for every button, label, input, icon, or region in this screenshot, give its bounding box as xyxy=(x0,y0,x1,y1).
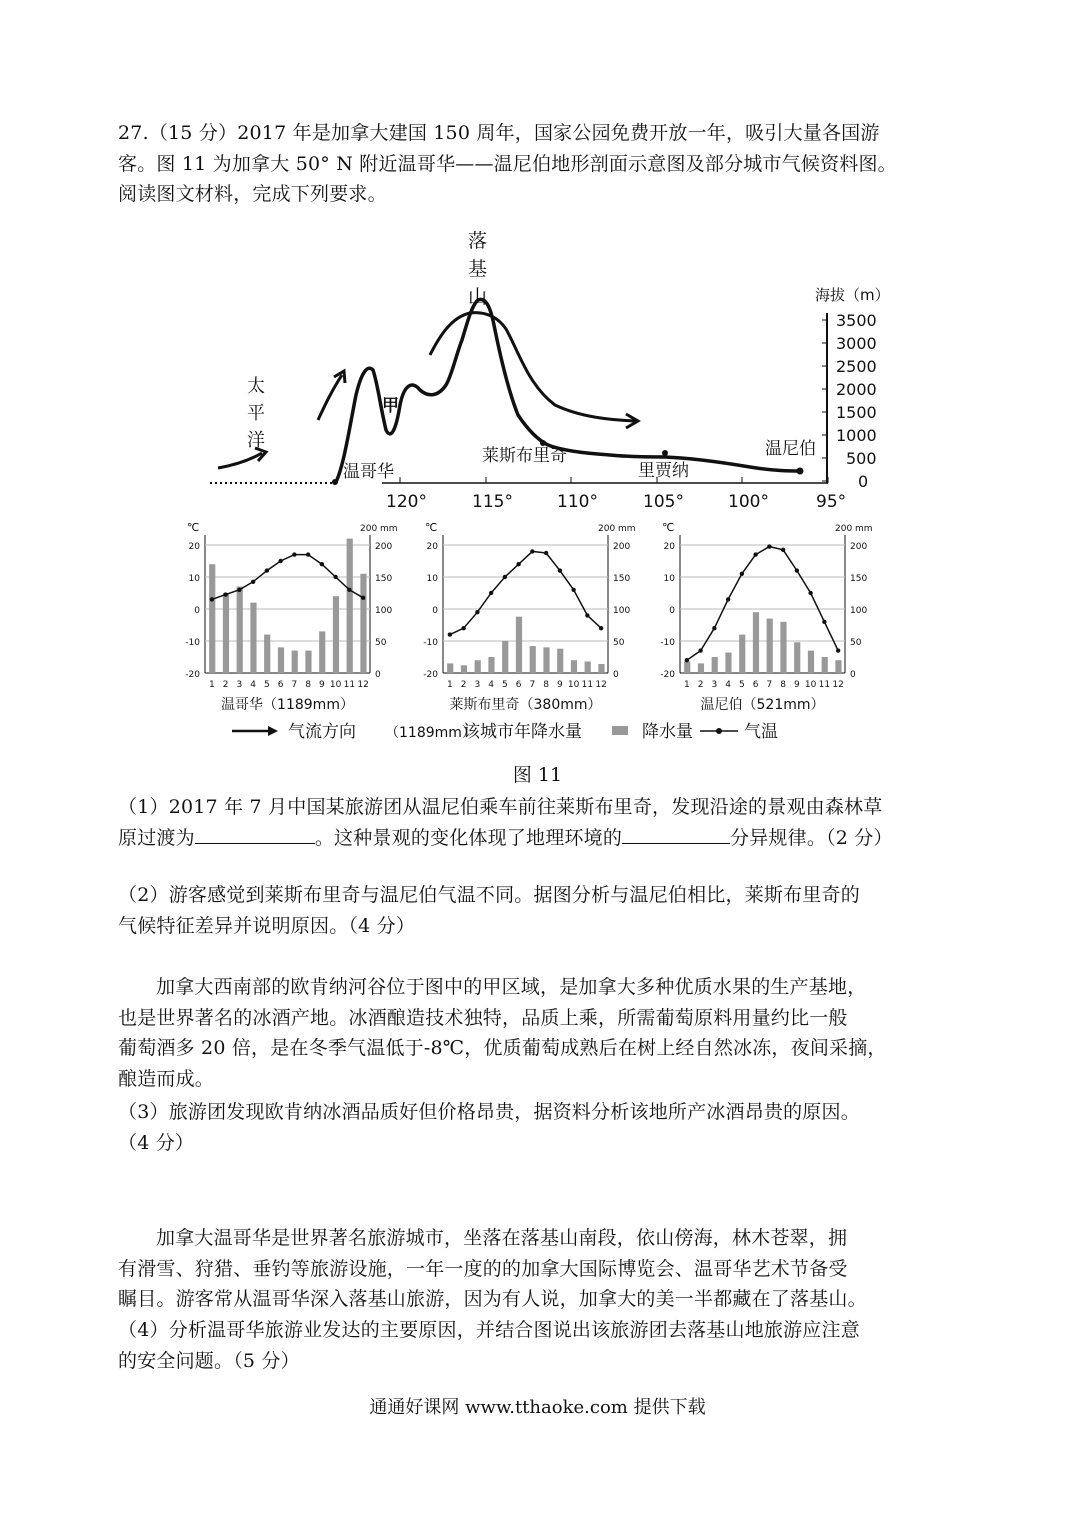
precip-bar xyxy=(780,622,786,673)
intro-line: 客。图 11 为加拿大 50° N 附近温哥华——温尼伯地形剖面示意图及部分城市气候资料图。 xyxy=(118,152,897,175)
svg-text:500: 500 xyxy=(846,449,877,468)
precip-tick-label: 0 xyxy=(375,670,381,680)
precip-tick-label: 200 xyxy=(613,542,631,552)
temp-point xyxy=(836,648,840,652)
month-label: 12 xyxy=(832,680,844,690)
temp-tick-label: -10 xyxy=(185,638,200,648)
svg-text:105°: 105° xyxy=(643,492,684,512)
month-label: 1 xyxy=(447,680,453,690)
temp-point xyxy=(585,613,589,617)
precip-bar xyxy=(767,619,773,673)
mountain-label: 落 xyxy=(468,230,488,252)
precip-tick-label: 150 xyxy=(850,574,868,584)
svg-text:0: 0 xyxy=(858,472,869,491)
temp-point xyxy=(795,568,799,572)
legend-airflow: 气流方向 xyxy=(288,722,356,742)
temp-point xyxy=(753,552,757,556)
month-label: 4 xyxy=(725,680,731,690)
month-label: 11 xyxy=(818,680,831,690)
precip-bar xyxy=(475,660,481,673)
precip-bar xyxy=(447,663,453,673)
temp-point xyxy=(558,568,562,572)
month-label: 9 xyxy=(319,680,325,690)
temp-tick-label: -10 xyxy=(423,638,438,648)
climate-city-caption: 温尼伯（521mm） xyxy=(700,697,825,713)
month-label: 12 xyxy=(595,680,607,690)
temp-point xyxy=(726,597,730,601)
climate-city-caption: 温哥华（1189mm） xyxy=(221,697,354,713)
temp-point xyxy=(516,562,520,566)
month-label: 1 xyxy=(209,680,215,690)
precip-bar xyxy=(571,660,577,673)
precip-tick-label: 150 xyxy=(375,574,393,584)
precip-tick-label: 50 xyxy=(850,638,862,648)
precip-tick-label: 50 xyxy=(375,638,387,648)
material-vancouver: 加拿大温哥华是世界著名旅游城市，坐落在落基山南段，依山傍海，林木苍翠，拥 有滑雪、狩猎、垂钓等旅游设施，一年一度的的加拿大国际博览会、温哥华艺术节备受 瞩目。游客常从温哥华深入落基山旅游，因为有人说，加拿大的美一半都藏在了落基山。 xyxy=(118,1227,867,1310)
temp-point xyxy=(503,575,507,579)
temp-point xyxy=(361,596,365,600)
month-label: 3 xyxy=(236,680,243,690)
precip-bar xyxy=(502,641,508,673)
precip-bar xyxy=(237,587,243,673)
svg-text:2000: 2000 xyxy=(836,380,877,399)
temp-unit-label: ℃ xyxy=(662,521,675,534)
question-3: （3）旅游团发现欧肯纳冰酒品质好但价格昂贵，据资料分析该地所产冰酒昂贵的原因。 （4 分） xyxy=(118,1101,860,1154)
area-label-jia: 甲 xyxy=(382,396,399,416)
question-4: （4）分析温哥华旅游业发达的主要原因，并结合图说出该旅游团去落基山地旅游应注意 的安全问题。（5 分） xyxy=(118,1319,860,1372)
svg-text:120°: 120° xyxy=(386,492,427,512)
terrain-profile xyxy=(0,225,1075,745)
precip-tick-label: 0 xyxy=(613,670,619,680)
x-axis xyxy=(382,477,846,512)
intro-line: 阅读图文材料，完成下列要求。 xyxy=(118,183,387,205)
material-icewine: 加拿大西南部的欧肯纳河谷位于图中的甲区域，是加拿大多种优质水果的生产基地， 也是世界著名的冰酒产地。冰酒酿造技术独特，品质上乘，所需葡萄原料用量约比一般 葡萄酒多 20 倍，是在冬季气温低于-8℃，优质葡萄成熟后在树上经自然冰冻，夜间采摘， 酿造而成。 xyxy=(118,976,887,1090)
temp-point xyxy=(278,559,282,563)
q1-line2: 原过渡为 。这种景观的变化体现了地理环境的 分异规律。（2 分） xyxy=(118,826,893,849)
svg-text:95°: 95° xyxy=(816,492,847,512)
legend-annual-text: 该城市年降水量 xyxy=(463,722,582,742)
precip-bar xyxy=(543,647,549,673)
precip-bar xyxy=(333,596,339,673)
month-label: 8 xyxy=(780,680,786,690)
month-label: 9 xyxy=(557,680,563,690)
temp-point xyxy=(210,597,214,601)
precip-bar xyxy=(319,631,325,673)
precip-bar xyxy=(488,657,494,673)
legend-precip: 降水量 xyxy=(642,722,693,742)
precip-bar xyxy=(598,664,604,673)
temp-tick-label: 10 xyxy=(663,574,675,584)
month-label: 6 xyxy=(515,680,522,690)
precip-bar xyxy=(250,603,256,673)
temp-point xyxy=(306,552,310,556)
q1-line: （1）2017 年 7 月中国某旅游团从温尼伯乘车前往莱斯布里奇，发现沿途的景观由森林草 xyxy=(118,796,883,818)
intro-line: 27.（15 分）2017 年是加拿大建国 150 周年，国家公园免费开放一年，吸引大量各国游 xyxy=(118,122,880,144)
temp-point xyxy=(808,591,812,595)
footer-text: 通通好课网 www.tthaoke.com 提供下载 xyxy=(369,1397,706,1418)
month-label: 6 xyxy=(752,680,759,690)
month-label: 2 xyxy=(222,680,229,690)
temp-tick-label: -20 xyxy=(185,670,200,680)
precip-tick-label: 200 xyxy=(375,542,393,552)
temp-point xyxy=(740,572,744,576)
city-label-winnipeg: 温尼伯 xyxy=(765,439,816,459)
precip-bar xyxy=(753,612,759,673)
temp-tick-label: -10 xyxy=(660,638,675,648)
temp-point xyxy=(223,592,227,596)
precip-bar xyxy=(557,649,563,673)
terrain-line xyxy=(336,299,800,482)
precip-bar xyxy=(698,663,704,673)
temp-point xyxy=(347,588,351,592)
precip-bar xyxy=(209,564,215,673)
precip-bar xyxy=(305,651,311,673)
month-label: 1 xyxy=(684,680,690,690)
temp-tick-label: 10 xyxy=(188,574,200,584)
month-label: 10 xyxy=(329,680,342,690)
temp-tick-label: -20 xyxy=(660,670,675,680)
temp-line xyxy=(450,551,601,634)
precip-bar xyxy=(822,657,828,673)
temp-point xyxy=(781,548,785,552)
svg-text:110°: 110° xyxy=(557,492,598,512)
month-label: 4 xyxy=(250,680,256,690)
month-label: 5 xyxy=(502,680,508,690)
precip-unit-label: 200 mm xyxy=(360,524,398,534)
precip-tick-label: 100 xyxy=(850,606,868,616)
precip-tick-label: 50 xyxy=(613,638,625,648)
climate-chart xyxy=(185,521,397,713)
temp-unit-label: ℃ xyxy=(425,521,438,534)
question-2: （2）游客感觉到莱斯布里奇与温尼伯气温不同。据图分析与温尼伯相比，莱斯布里奇的 气候特征差异并说明原因。（4 分） xyxy=(118,884,860,937)
y-axis xyxy=(815,286,890,491)
month-label: 5 xyxy=(739,680,745,690)
month-label: 5 xyxy=(264,680,270,690)
question-intro xyxy=(118,118,963,210)
temp-line xyxy=(687,547,838,661)
precip-bar xyxy=(264,635,270,673)
precip-bar xyxy=(292,651,298,673)
precip-unit-label: 200 mm xyxy=(598,524,636,534)
temp-tick-label: -20 xyxy=(423,670,438,680)
figure-title: 图 11 xyxy=(512,764,563,786)
city-label-vancouver: 温哥华 xyxy=(343,462,394,482)
month-label: 10 xyxy=(567,680,580,690)
precip-bar xyxy=(516,617,522,673)
precip-bar xyxy=(739,635,745,673)
svg-text:1500: 1500 xyxy=(836,403,877,422)
temp-point xyxy=(461,626,465,630)
temp-point xyxy=(292,552,296,556)
climate-city-caption: 莱斯布里奇（380mm） xyxy=(449,697,602,713)
month-label: 3 xyxy=(711,680,718,690)
precip-tick-label: 150 xyxy=(613,574,631,584)
precip-bar xyxy=(585,661,591,673)
temp-point xyxy=(599,626,603,630)
temp-point xyxy=(251,580,255,584)
precip-bar xyxy=(808,651,814,673)
temp-point xyxy=(698,648,702,652)
svg-text:100°: 100° xyxy=(728,492,769,512)
precip-bar xyxy=(712,657,718,673)
month-label: 9 xyxy=(794,680,800,690)
month-label: 11 xyxy=(581,680,594,690)
precip-bar xyxy=(461,665,467,673)
climate-chart xyxy=(660,521,872,713)
month-label: 7 xyxy=(529,680,536,690)
svg-text:1000: 1000 xyxy=(836,426,877,445)
month-label: 2 xyxy=(460,680,467,690)
precip-bar xyxy=(347,539,353,673)
temp-point xyxy=(237,588,241,592)
month-label: 12 xyxy=(357,680,369,690)
precip-unit-label: 200 mm xyxy=(835,524,873,534)
answer-blank-2[interactable] xyxy=(622,825,730,844)
month-label: 7 xyxy=(766,680,773,690)
legend xyxy=(232,721,778,742)
temp-point xyxy=(571,588,575,592)
month-label: 6 xyxy=(277,680,284,690)
precip-bar xyxy=(725,653,731,673)
mountain-label: 山 xyxy=(468,286,488,308)
legend-annual-sample: （1189mm） xyxy=(385,725,476,741)
temp-unit-label: ℃ xyxy=(187,521,200,534)
precip-bar xyxy=(278,647,284,673)
temp-point xyxy=(489,591,493,595)
temp-point xyxy=(712,626,716,630)
month-label: 4 xyxy=(488,680,494,690)
temp-tick-label: 0 xyxy=(432,606,438,616)
svg-text:海拔（m）: 海拔（m） xyxy=(815,286,890,304)
temp-point xyxy=(320,562,324,566)
airflow-arrows xyxy=(218,313,638,468)
precip-bar xyxy=(223,593,229,673)
month-label: 2 xyxy=(697,680,704,690)
temp-tick-label: 20 xyxy=(663,542,675,552)
temp-point xyxy=(333,575,337,579)
temp-point xyxy=(530,549,534,553)
temp-tick-label: 20 xyxy=(188,542,200,552)
precip-tick-label: 100 xyxy=(375,606,393,616)
climate-chart xyxy=(423,521,635,713)
month-label: 8 xyxy=(305,680,311,690)
temp-tick-label: 10 xyxy=(426,574,438,584)
ocean-label: 平 xyxy=(247,403,265,424)
city-label-regina: 里贾纳 xyxy=(638,461,689,481)
month-label: 10 xyxy=(804,680,817,690)
temp-point xyxy=(448,632,452,636)
precip-bar xyxy=(530,646,536,673)
month-label: 11 xyxy=(343,680,356,690)
mountain-label: 基 xyxy=(468,258,488,280)
legend-temp: 气温 xyxy=(744,722,778,742)
precip-tick-label: 200 xyxy=(850,542,868,552)
svg-text:2500: 2500 xyxy=(836,357,877,376)
climate-charts xyxy=(185,521,872,713)
svg-text:115°: 115° xyxy=(472,492,513,512)
precip-tick-label: 0 xyxy=(850,670,856,680)
precip-bar xyxy=(835,660,841,673)
precip-bar xyxy=(684,661,690,673)
ocean-label: 洋 xyxy=(247,430,265,451)
ocean-label: 太 xyxy=(247,376,265,397)
temp-point xyxy=(685,658,689,662)
month-label: 8 xyxy=(543,680,549,690)
svg-text:3000: 3000 xyxy=(836,334,877,353)
month-label: 3 xyxy=(474,680,481,690)
precip-bar xyxy=(794,642,800,673)
precip-tick-label: 100 xyxy=(613,606,631,616)
temp-tick-label: 0 xyxy=(669,606,675,616)
question-1 xyxy=(118,792,963,853)
temp-tick-label: 0 xyxy=(194,606,200,616)
month-label: 7 xyxy=(291,680,298,690)
temp-point xyxy=(767,544,771,548)
temp-point xyxy=(544,551,548,555)
temp-tick-label: 20 xyxy=(426,542,438,552)
temp-point xyxy=(475,610,479,614)
city-label-lethbridge: 莱斯布里奇 xyxy=(482,446,567,466)
svg-text:3500: 3500 xyxy=(836,311,877,330)
precip-bar xyxy=(360,574,366,673)
answer-blank-1[interactable] xyxy=(195,825,315,844)
temp-point xyxy=(265,568,269,572)
temp-point xyxy=(822,620,826,624)
